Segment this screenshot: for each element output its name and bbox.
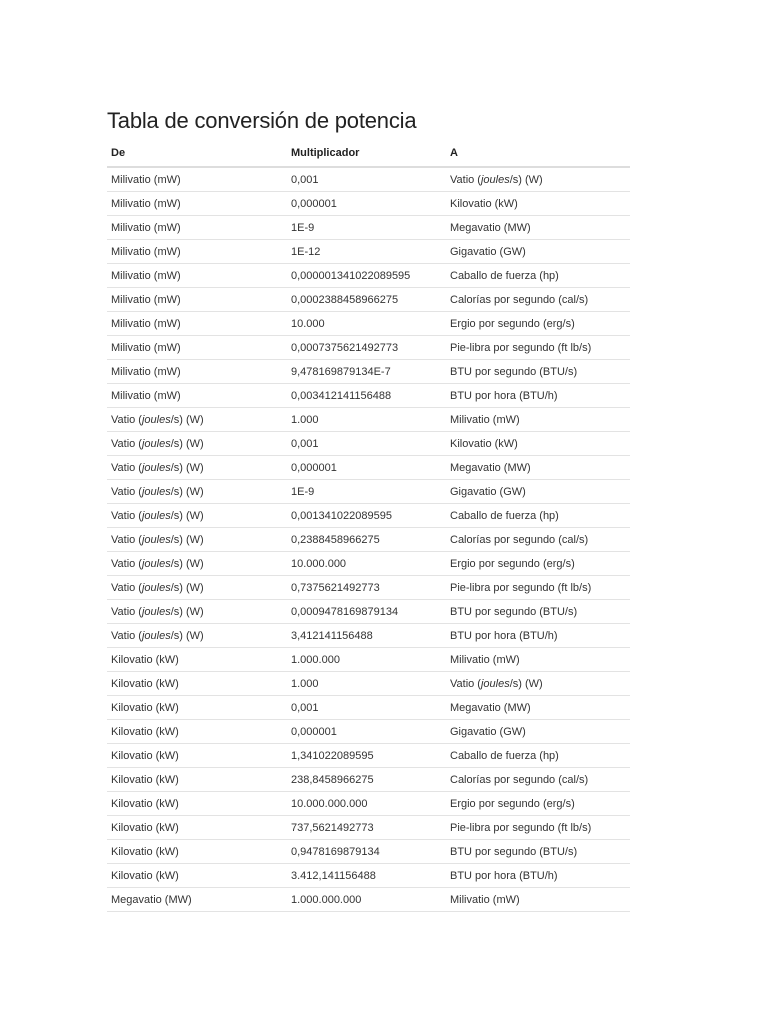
cell-multiplier: 10.000.000.000 <box>287 792 446 816</box>
cell-multiplier: 3.412,141156488 <box>287 864 446 888</box>
table-row <box>107 216 630 240</box>
cell-from: Kilovatio (kW) <box>107 816 287 840</box>
cell-from: Kilovatio (kW) <box>107 696 287 720</box>
cell-to: Pie-libra por segundo (ft lb/s) <box>446 336 630 360</box>
cell-from: Milivatio (mW) <box>107 216 287 240</box>
cell-from: Milivatio (mW) <box>107 167 287 192</box>
cell-to: Kilovatio (kW) <box>446 432 630 456</box>
table-row <box>107 552 630 576</box>
table-body <box>107 167 630 912</box>
cell-from: Vatio (joules/s) (W) <box>107 600 287 624</box>
cell-multiplier: 1E-12 <box>287 240 446 264</box>
cell-from: Vatio (joules/s) (W) <box>107 504 287 528</box>
cell-multiplier: 238,8458966275 <box>287 768 446 792</box>
cell-multiplier: 0,003412141156488 <box>287 384 446 408</box>
cell-multiplier: 0,000001 <box>287 456 446 480</box>
table-row <box>107 336 630 360</box>
cell-to: Ergio por segundo (erg/s) <box>446 312 630 336</box>
cell-multiplier: 3,412141156488 <box>287 624 446 648</box>
cell-multiplier: 1.000.000 <box>287 648 446 672</box>
cell-multiplier: 1.000 <box>287 672 446 696</box>
cell-to: Ergio por segundo (erg/s) <box>446 792 630 816</box>
table-row <box>107 312 630 336</box>
cell-multiplier: 0,9478169879134 <box>287 840 446 864</box>
cell-to: BTU por hora (BTU/h) <box>446 864 630 888</box>
cell-multiplier: 1.000.000.000 <box>287 888 446 912</box>
cell-to: Megavatio (MW) <box>446 216 630 240</box>
table-row <box>107 384 630 408</box>
cell-from: Vatio (joules/s) (W) <box>107 432 287 456</box>
cell-from: Kilovatio (kW) <box>107 648 287 672</box>
table-row <box>107 528 630 552</box>
table-row <box>107 720 630 744</box>
cell-from: Milivatio (mW) <box>107 288 287 312</box>
cell-to: Ergio por segundo (erg/s) <box>446 552 630 576</box>
table-header-row <box>107 140 630 167</box>
cell-to: Megavatio (MW) <box>446 456 630 480</box>
cell-from: Milivatio (mW) <box>107 240 287 264</box>
cell-to: Caballo de fuerza (hp) <box>446 744 630 768</box>
cell-to: Vatio (joules/s) (W) <box>446 672 630 696</box>
cell-multiplier: 737,5621492773 <box>287 816 446 840</box>
cell-to: Gigavatio (GW) <box>446 720 630 744</box>
table-row <box>107 600 630 624</box>
cell-multiplier: 9,478169879134E-7 <box>287 360 446 384</box>
table-row <box>107 624 630 648</box>
cell-from: Milivatio (mW) <box>107 384 287 408</box>
cell-from: Kilovatio (kW) <box>107 864 287 888</box>
table-row <box>107 480 630 504</box>
header-to: A <box>446 140 630 167</box>
cell-to: Milivatio (mW) <box>446 648 630 672</box>
cell-from: Milivatio (mW) <box>107 336 287 360</box>
cell-multiplier: 0,000001 <box>287 192 446 216</box>
table-row <box>107 504 630 528</box>
cell-to: Calorías por segundo (cal/s) <box>446 288 630 312</box>
cell-from: Vatio (joules/s) (W) <box>107 528 287 552</box>
cell-to: Gigavatio (GW) <box>446 480 630 504</box>
table-row <box>107 744 630 768</box>
cell-from: Kilovatio (kW) <box>107 720 287 744</box>
table-row <box>107 840 630 864</box>
cell-to: Pie-libra por segundo (ft lb/s) <box>446 816 630 840</box>
cell-multiplier: 0,000001341022089595 <box>287 264 446 288</box>
table-row <box>107 648 630 672</box>
cell-multiplier: 1E-9 <box>287 216 446 240</box>
cell-to: BTU por segundo (BTU/s) <box>446 840 630 864</box>
table-row <box>107 816 630 840</box>
table-row <box>107 888 630 912</box>
table-row <box>107 192 630 216</box>
cell-from: Megavatio (MW) <box>107 888 287 912</box>
cell-to: BTU por segundo (BTU/s) <box>446 360 630 384</box>
table-row <box>107 792 630 816</box>
cell-from: Kilovatio (kW) <box>107 840 287 864</box>
cell-to: Caballo de fuerza (hp) <box>446 504 630 528</box>
cell-multiplier: 0,7375621492773 <box>287 576 446 600</box>
cell-from: Kilovatio (kW) <box>107 744 287 768</box>
table-row <box>107 696 630 720</box>
cell-multiplier: 0,001 <box>287 696 446 720</box>
page-title: Tabla de conversión de potencia <box>107 108 417 133</box>
cell-multiplier: 1,341022089595 <box>287 744 446 768</box>
cell-from: Kilovatio (kW) <box>107 792 287 816</box>
cell-to: Calorías por segundo (cal/s) <box>446 528 630 552</box>
cell-from: Vatio (joules/s) (W) <box>107 408 287 432</box>
cell-multiplier: 0,000001 <box>287 720 446 744</box>
cell-multiplier: 1.000 <box>287 408 446 432</box>
header-multiplier: Multiplicador <box>287 140 446 167</box>
cell-multiplier: 1E-9 <box>287 480 446 504</box>
table-row <box>107 408 630 432</box>
cell-from: Milivatio (mW) <box>107 264 287 288</box>
table-row <box>107 288 630 312</box>
cell-from: Kilovatio (kW) <box>107 768 287 792</box>
cell-to: Caballo de fuerza (hp) <box>446 264 630 288</box>
cell-to: BTU por hora (BTU/h) <box>446 384 630 408</box>
cell-to: Kilovatio (kW) <box>446 192 630 216</box>
cell-to: BTU por segundo (BTU/s) <box>446 600 630 624</box>
table-row <box>107 360 630 384</box>
cell-multiplier: 10.000.000 <box>287 552 446 576</box>
cell-from: Vatio (joules/s) (W) <box>107 576 287 600</box>
table-row <box>107 264 630 288</box>
cell-multiplier: 10.000 <box>287 312 446 336</box>
table-row <box>107 240 630 264</box>
cell-to: Milivatio (mW) <box>446 408 630 432</box>
table-row <box>107 864 630 888</box>
cell-from: Milivatio (mW) <box>107 312 287 336</box>
cell-to: BTU por hora (BTU/h) <box>446 624 630 648</box>
cell-multiplier: 0,001341022089595 <box>287 504 446 528</box>
conversion-table <box>107 140 630 912</box>
cell-multiplier: 0,0009478169879134 <box>287 600 446 624</box>
cell-multiplier: 0,2388458966275 <box>287 528 446 552</box>
cell-multiplier: 0,0002388458966275 <box>287 288 446 312</box>
cell-to: Gigavatio (GW) <box>446 240 630 264</box>
cell-to: Vatio (joules/s) (W) <box>446 167 630 192</box>
cell-from: Vatio (joules/s) (W) <box>107 480 287 504</box>
cell-to: Megavatio (MW) <box>446 696 630 720</box>
table-row <box>107 768 630 792</box>
cell-multiplier: 0,0007375621492773 <box>287 336 446 360</box>
cell-from: Milivatio (mW) <box>107 192 287 216</box>
cell-from: Vatio (joules/s) (W) <box>107 552 287 576</box>
cell-multiplier: 0,001 <box>287 432 446 456</box>
table-row <box>107 576 630 600</box>
document <box>107 104 630 912</box>
header-from: De <box>107 140 287 167</box>
table-row <box>107 432 630 456</box>
table-row <box>107 167 630 192</box>
cell-to: Calorías por segundo (cal/s) <box>446 768 630 792</box>
cell-from: Vatio (joules/s) (W) <box>107 456 287 480</box>
cell-multiplier: 0,001 <box>287 167 446 192</box>
cell-from: Vatio (joules/s) (W) <box>107 624 287 648</box>
cell-from: Kilovatio (kW) <box>107 672 287 696</box>
table-row <box>107 456 630 480</box>
cell-to: Milivatio (mW) <box>446 888 630 912</box>
table-row <box>107 672 630 696</box>
cell-from: Milivatio (mW) <box>107 360 287 384</box>
cell-to: Pie-libra por segundo (ft lb/s) <box>446 576 630 600</box>
